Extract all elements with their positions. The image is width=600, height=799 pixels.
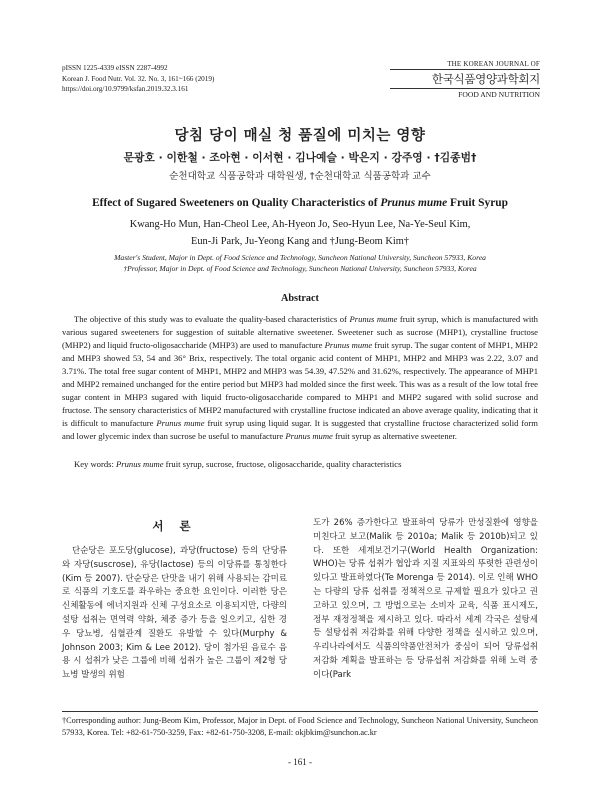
english-title-part: Effect of Sugared Sweeteners on Quality Characteristics of bbox=[92, 197, 381, 209]
abstract-species: Prunus mume bbox=[156, 418, 205, 428]
keywords-list: fruit syrup, sucrose, fructose, oligosaccharide, quality characteristics bbox=[163, 459, 402, 469]
keywords-label: Key words: bbox=[74, 459, 117, 469]
abstract-text: The objective of this study was to evaluate the quality-based characteristics of bbox=[74, 314, 350, 324]
issn-line: pISSN 1225-4339 eISSN 2287-4992 bbox=[62, 64, 168, 72]
abstract-heading: Abstract bbox=[281, 293, 319, 304]
citation-header bbox=[62, 63, 214, 95]
journal-name-en-bottom: FOOD AND NUTRITION bbox=[390, 88, 540, 99]
abstract-text: fruit syrup. The sugar content of MHP1, MHP2 and MHP3 showed 53, 54 and 36° Brix, respectively. The total organic acid content of MHP1, MHP2 and MHP3 was 2.22, 3.07 and 3.71%. The total free sugar content of MHP1, MHP2 and MHP3 was 54.39, 47.52% and 31.62%, respectively. The appearance of MHP1 and MHP2 remained unchanged for the entire period but MHP3 had molded since the first week. This was as a result of the low total free sugar content in MHP3 sugared with liquid fructo-oligosaccharide compared to MHP1 and MHP2 sugared with solid sucrose and fructose. The sensory characteristics of MHP2 manufactured with crystalline fructose indicated an above average quality, indicating that it is difficult to manufacture bbox=[62, 340, 538, 428]
journal-name-en-top: THE KOREAN JOURNAL OF bbox=[390, 60, 540, 70]
english-title-species: Prunus mume bbox=[380, 197, 448, 209]
journal-name-ko: 한국식품영양과학회지 bbox=[431, 72, 540, 86]
corresponding-author-footnote: †Corresponding author: Jung-Beom Kim, Professor, Major in Dept. of Food Science and Technology, Suncheon National University, Suncheon 57933, Korea. Tel: +82-61-750-3259, Fax: +82-61-750-3208, E-mail: okjbkim@sunchon.ac.kr bbox=[62, 716, 539, 737]
keywords-species: Prunus mume bbox=[116, 459, 164, 469]
english-authors-line-1: Kwang-Ho Mun, Han-Cheol Lee, Ah-Hyeon Jo, Seo-Hyun Lee, Na-Ye-Seul Kim, bbox=[129, 219, 471, 230]
abstract-text: fruit syrup as alternative sweetener. bbox=[332, 431, 457, 441]
abstract-species: Prunus mume bbox=[324, 340, 373, 350]
abstract-text: fruit syrup using liquid sugar. It is suggested that crystalline fructose characterized solid form and lower glycemic index than sucrose be useful to manufacture bbox=[62, 418, 538, 441]
abstract-text: fruit syrup, which is manufactured with various sugared sweeteners for suggestion of suitable alternative sweetener. Sweetener such as sucrose (MHP1), crystalline fructose (MHP2) and liquid fructo-oligosaccharide (MHP3) are used to manufacture bbox=[62, 314, 538, 350]
english-affiliation-2: †Professor, Major in Dept. of Food Science and Technology, Suncheon National University, Suncheon 57933, Korea bbox=[123, 264, 477, 273]
abstract-species: Prunus mume bbox=[285, 431, 333, 441]
abstract-species: Prunus mume bbox=[349, 314, 398, 324]
abstract-body bbox=[62, 313, 538, 443]
body-column-right: 도가 26% 증가한다고 발표하여 당류가 만성질환에 영향을 미친다고 보고(Malik 등 2010a; Malik 등 2010b)되고 있다. 또한 세계보건기구(World Health Organization: WHO)는 당류 섭취가 협압과 지질 지표와의 뚜렷한 관련성이 있다고 발표하였다(Te Morenga 등 2014). 이로 인해 WHO는 다량의 당류 섭취를 정책적으로 규제할 필요가 있다고 권고하고 있으며, 그 방법으로는 소비자 교육, 식품 표시제도, 정부 재정정책을 제시하고 있다. 따라서 세계 각국은 설탕세 등 설탕섭취 저감화를 위해 다양한 정책을 실시하고 있으며, 우리나라에서도 식품의약품안전처가 중심이 되어 당류섭취 저감화 계획을 발표하는 등 당류섭취 저감화를 위해 노력 중이다(Park bbox=[313, 518, 538, 680]
korean-title: 당침 당이 매실 청 품질에 미치는 영향 bbox=[174, 128, 426, 144]
footnote-divider bbox=[62, 711, 538, 712]
page-number: - 161 - bbox=[288, 757, 312, 767]
korean-affiliation: 순천대학교 식품공학과 대학원생, †순천대학교 식품공학과 교수 bbox=[169, 171, 431, 182]
english-title-part: Fruit Syrup bbox=[447, 197, 508, 209]
english-authors-line-2: Eun-Ji Park, Ju-Yeong Kang and †Jung-Beom Kim† bbox=[191, 236, 409, 247]
journal-logo bbox=[390, 60, 540, 99]
keywords bbox=[74, 459, 538, 469]
section-heading-introduction: 서 론 bbox=[152, 519, 197, 533]
body-column-left: 단순당은 포도당(glucose), 과당(fructose) 등의 단당류와 자당(suscrose), 유당(lactose) 등의 이당류를 통칭한다(Kim 등 2007). 단순당은 단맛을 내기 위해 사용되는 감미료로 식품의 기호도를 좌우하는 중요한 요인이다. 이러한 당은 신체활동에 에너지원과 신체 구성요소로 이용되지만, 다량의 설탕 섭취는 면역력 약화, 체중 증가 등을 일으키고, 심한 경우 당뇨병, 심혈관계 질환도 유발할 수 있다(Murphy & Johnson 2003; Kim & Lee 2012). 당이 첨가된 음료수 음용 시 섭취가 낮은 그룹에 비해 섭취가 높은 그룹이 제2형 당뇨병 발생의 위험 bbox=[62, 546, 287, 681]
english-title bbox=[0, 197, 600, 209]
korean-authors: 문광호 · 이한철 · 조아현 · 이서현 · 김나예슬 · 박은지 · 강주영 · †김종범† bbox=[123, 151, 477, 164]
english-affiliation-1: Master's Student, Major in Dept. of Food Science and Technology, Suncheon National University, Suncheon 57933, Korea bbox=[114, 253, 486, 262]
doi-link[interactable]: https://doi.org/10.9799/ksfan.2019.32.3.161 bbox=[62, 85, 189, 93]
journal-citation: Korean J. Food Nutr. Vol. 32. No. 3, 161~166 (2019) bbox=[62, 74, 215, 83]
